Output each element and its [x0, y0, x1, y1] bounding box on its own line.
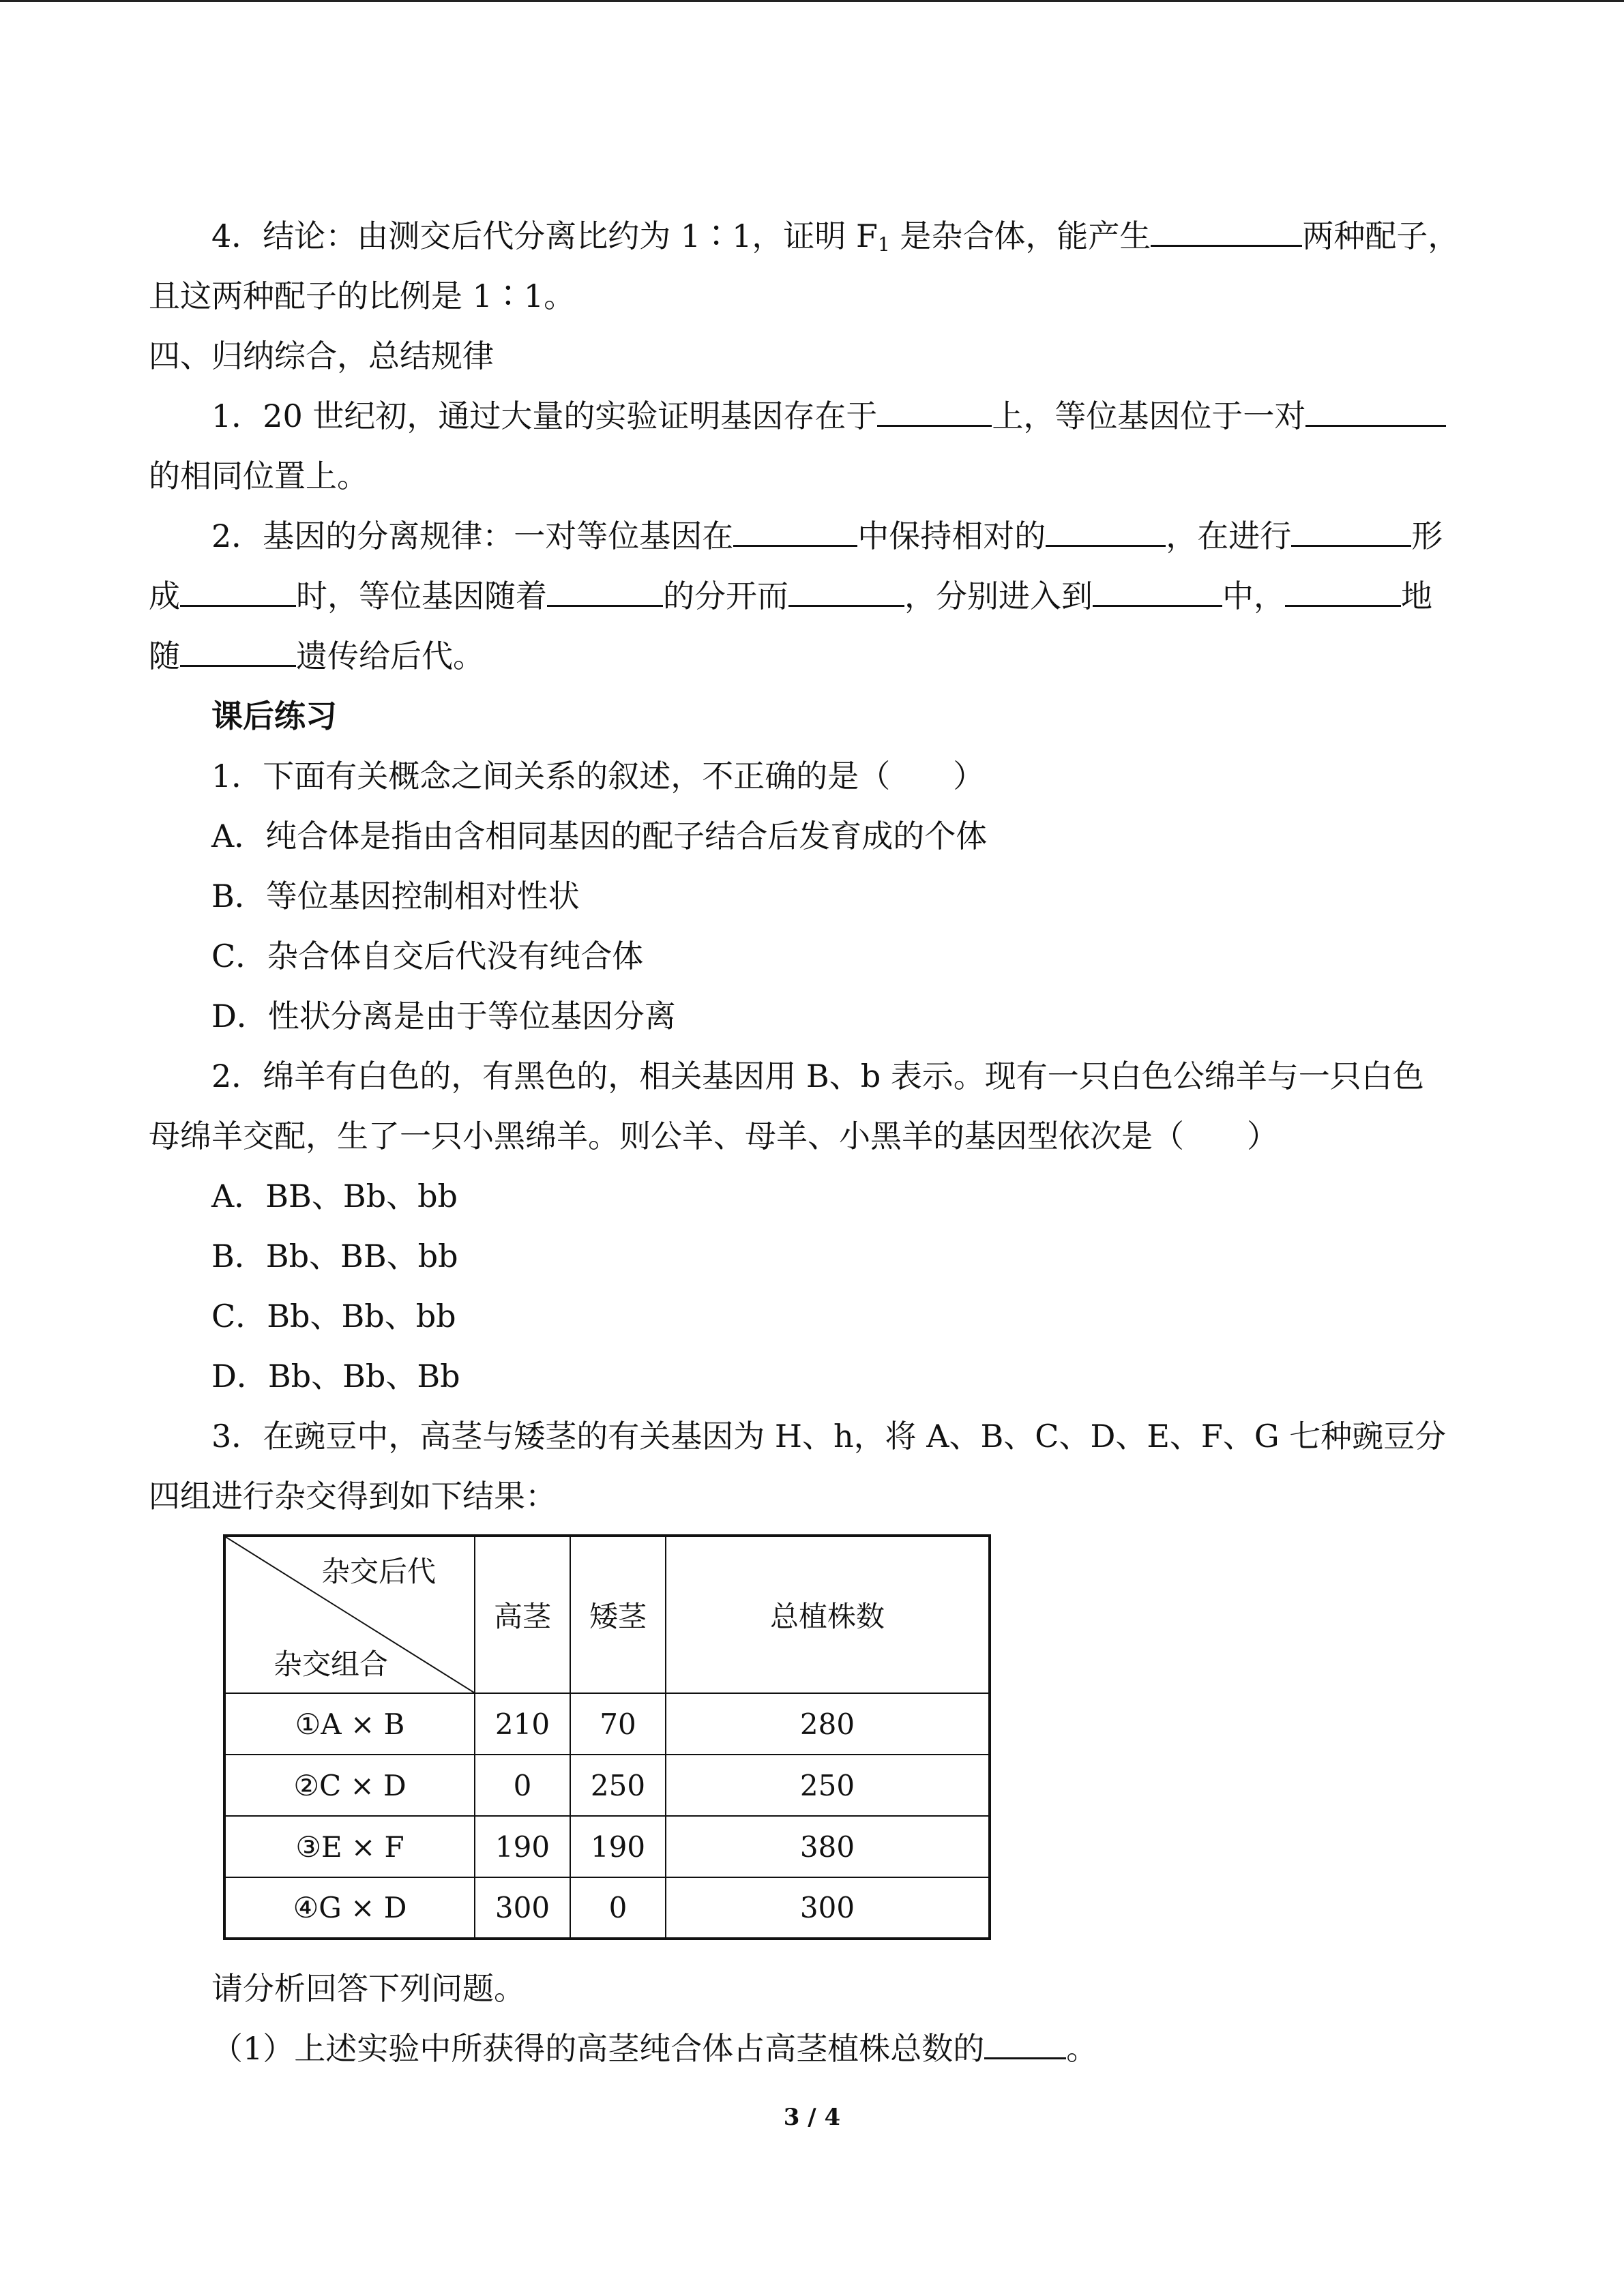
- cross-cell: ③E × F: [224, 1816, 475, 1877]
- cross-results-table: [223, 1534, 991, 1940]
- answer-blank[interactable]: [1046, 518, 1166, 547]
- short-cell: 0: [570, 1877, 666, 1939]
- q1-option-d[interactable]: D．性状分离是由于等位基因分离: [211, 998, 676, 1034]
- sub-question-1: [211, 2028, 1097, 2069]
- table-row: [224, 1816, 990, 1877]
- summary-item-2-end: [149, 636, 484, 676]
- section-heading: 四、归纳综合，总结规律: [149, 338, 494, 374]
- q2-option-d[interactable]: D．Bb、Bb、Bb: [211, 1358, 460, 1395]
- question-2-cont: 母绵羊交配，生了一只小黑绵羊。则公羊、母羊、小黑羊的基因型依次是（ ）: [149, 1118, 1278, 1154]
- q1-option-c[interactable]: C．杂合体自交后代没有纯合体: [211, 938, 644, 974]
- subscript: 1: [877, 233, 890, 256]
- table-header-row: [224, 1536, 990, 1693]
- tall-cell: 190: [475, 1816, 570, 1877]
- answer-blank[interactable]: [1305, 398, 1446, 427]
- text-segment: 中，: [1222, 578, 1285, 614]
- text-segment: 1．20 世纪初，通过大量的实验证明基因存在于: [211, 398, 878, 434]
- text-segment: 两种配子，: [1302, 218, 1460, 254]
- text-segment: 随: [149, 638, 180, 674]
- text-segment: （1）上述实验中所获得的高茎纯合体占高茎植株总数的: [211, 2030, 985, 2067]
- text-segment: 。: [1066, 2030, 1098, 2067]
- answer-blank[interactable]: [877, 398, 992, 427]
- answer-blank[interactable]: [1285, 578, 1401, 607]
- question-2: 2．绵羊有白色的，有黑色的，相关基因用 B、b 表示。现有一只白色公绵羊与一只白色: [211, 1058, 1424, 1094]
- q1-option-b[interactable]: B．等位基因控制相对性状: [211, 878, 580, 914]
- exercises-heading: 课后练习: [211, 698, 337, 734]
- table-row: [224, 1877, 990, 1939]
- answer-blank[interactable]: [547, 578, 663, 607]
- text-segment: ，分别进入到: [904, 578, 1093, 614]
- answer-blank[interactable]: [788, 578, 904, 607]
- summary-item-1-cont: 的相同位置上。: [149, 458, 368, 494]
- summary-item-2: [211, 516, 1443, 556]
- total-cell: 280: [666, 1693, 990, 1755]
- q1-option-a[interactable]: A．纯合体是指由含相同基因的配子结合后发育成的个体: [211, 818, 988, 854]
- total-cell: 380: [666, 1816, 990, 1877]
- q2-option-c[interactable]: C．Bb、Bb、bb: [211, 1298, 456, 1335]
- summary-item-1: [211, 396, 1446, 436]
- text-segment: ，在进行: [1166, 518, 1292, 554]
- conclusion-line-1: [211, 215, 1459, 265]
- tall-cell: 300: [475, 1877, 570, 1939]
- tall-cell: 210: [475, 1693, 570, 1755]
- short-cell: 250: [570, 1755, 666, 1816]
- text-segment: 4．结论：由测交后代分离比约为 1∶1，证明 F: [211, 218, 878, 254]
- page-top-border: [0, 0, 1624, 2]
- answer-blank[interactable]: [733, 518, 857, 547]
- short-cell: 70: [570, 1693, 666, 1755]
- cross-cell: ①A × B: [224, 1693, 475, 1755]
- cross-cell: ④G × D: [224, 1877, 475, 1939]
- answer-blank[interactable]: [984, 2030, 1066, 2059]
- text-segment: 是杂合体，能产生: [889, 218, 1151, 254]
- text-segment: 遗传给后代。: [296, 638, 484, 674]
- cross-cell: ②C × D: [224, 1755, 475, 1816]
- q2-option-a[interactable]: A．BB、Bb、bb: [211, 1178, 458, 1214]
- question-1: 1．下面有关概念之间关系的叙述，不正确的是（ ）: [211, 758, 985, 794]
- answer-blank[interactable]: [180, 578, 296, 607]
- text-segment: 成: [149, 578, 180, 614]
- answer-blank[interactable]: [180, 638, 296, 667]
- answer-blank[interactable]: [1151, 218, 1302, 247]
- header-total: 总植株数: [666, 1536, 990, 1693]
- table-row: [224, 1693, 990, 1755]
- question-3-cont: 四组进行杂交得到如下结果：: [149, 1478, 557, 1515]
- tall-cell: 0: [475, 1755, 570, 1816]
- diagonal-header-cell: [224, 1536, 475, 1693]
- text-segment: 的分开而: [663, 578, 788, 614]
- text-segment: 上，等位基因位于一对: [992, 398, 1306, 434]
- text-segment: 2．基因的分离规律：一对等位基因在: [211, 518, 734, 554]
- total-cell: 300: [666, 1877, 990, 1939]
- text-segment: 中保持相对的: [857, 518, 1046, 554]
- text-segment: 时，等位基因随着: [296, 578, 547, 614]
- header-tall: 高茎: [475, 1536, 570, 1693]
- page-number: 3 / 4: [783, 2104, 841, 2131]
- q2-option-b[interactable]: B．Bb、BB、bb: [211, 1238, 458, 1274]
- answer-blank[interactable]: [1093, 578, 1222, 607]
- corner-bottom-label: 杂交组合: [274, 1648, 389, 1681]
- short-cell: 190: [570, 1816, 666, 1877]
- summary-item-2-cont: [149, 576, 1432, 616]
- text-segment: 形: [1411, 518, 1443, 554]
- question-3: 3．在豌豆中，高茎与矮茎的有关基因为 H、h，将 A、B、C、D、E、F、G 七种豌豆分: [211, 1418, 1447, 1455]
- text-segment: 地: [1401, 578, 1432, 614]
- total-cell: 250: [666, 1755, 990, 1816]
- header-short: 矮茎: [570, 1536, 666, 1693]
- corner-top-label: 杂交后代: [321, 1555, 436, 1588]
- conclusion-line-2: 且这两种配子的比例是 1∶1。: [149, 278, 576, 314]
- table-row: [224, 1755, 990, 1816]
- answer-blank[interactable]: [1291, 518, 1411, 547]
- analysis-prompt: 请分析回答下列问题。: [211, 1970, 525, 2007]
